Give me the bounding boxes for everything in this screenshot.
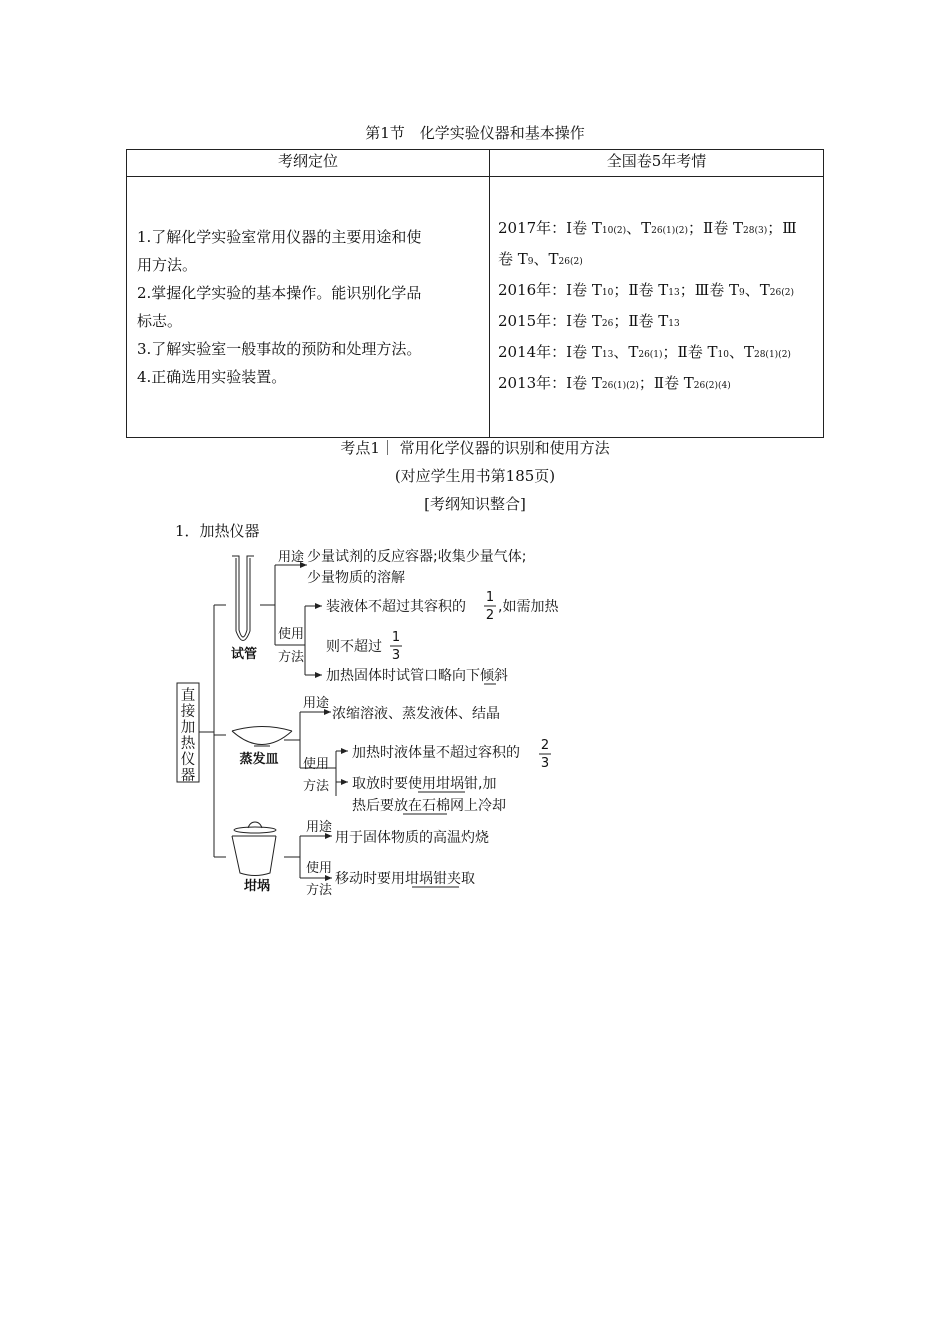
section-heading: 考点1｜ 常用化学仪器的识别和使用方法 [340, 439, 610, 457]
exam-history-text: 2015年：Ⅰ卷 T [498, 312, 602, 330]
crucible-use-label: 用途 [306, 820, 333, 835]
root-char: 器 [180, 768, 196, 784]
crucible-method-label-1: 使用 [306, 861, 333, 876]
exam-history-text: 、T [728, 343, 754, 361]
exam-history-text: ；Ⅱ卷 T [638, 374, 694, 392]
dish-method-2: 取放时要使用坩埚钳,加 [352, 776, 497, 792]
fraction-numerator: 2 [540, 738, 550, 753]
question-subscript: 26(1)(2) [601, 381, 639, 391]
exam-history-text: ；Ⅱ卷 T [688, 219, 744, 237]
exam-history-text: 2016年：Ⅰ卷 T [498, 281, 602, 299]
crucible-method-label-2: 方法 [306, 883, 333, 898]
page-reference: (对应学生用书第185页) [394, 467, 556, 485]
exam-history-text: 、T [744, 281, 770, 299]
test-tube-icon [232, 556, 254, 641]
header-syllabus: 考纲定位 [127, 150, 490, 177]
exam-history-text: 2014年：Ⅰ卷 T [498, 343, 602, 361]
tube-use-label: 用途 [278, 550, 305, 565]
root-char: 仪 [180, 752, 196, 768]
tube-use-text-1: 少量试剂的反应容器;收集少量气体; [307, 549, 527, 565]
root-char: 接 [180, 704, 196, 720]
tube-method-1: 装液体不超过其容积的 [326, 599, 466, 615]
exam-history-text: 、T [533, 250, 559, 268]
exam-history-text: ；Ⅲ卷 T [679, 281, 739, 299]
question-subscript: 10 [717, 350, 729, 360]
question-subscript: 13 [601, 350, 614, 360]
page-title: 第1节 化学实验仪器和基本操作 [365, 124, 585, 142]
question-subscript: 13 [668, 319, 680, 329]
syllabus-line: 4.正确选用实验装置。 [137, 368, 287, 386]
syllabus-line: 3.了解实验室一般事故的预防和处理方法。 [137, 340, 422, 358]
syllabus-line: 1.了解化学实验室常用仪器的主要用途和使 [137, 228, 422, 246]
question-subscript: 26(1) [638, 350, 663, 360]
header-exam-history: 全国卷5年考情 [490, 150, 824, 177]
syllabus-line: 2.掌握化学实验的基本操作。能识别化学品 [137, 284, 422, 302]
exam-history-text: ；Ⅱ卷 T [613, 281, 669, 299]
subheading-heating-instruments: 1．加热仪器 [175, 522, 260, 540]
question-subscript: 10(2) [601, 226, 627, 236]
fraction-denominator: 3 [540, 756, 550, 771]
question-subscript: 26(1)(2) [651, 226, 689, 236]
question-subscript: 26(2)(4) [693, 381, 731, 391]
exam-history-text: ；Ⅱ卷 T [662, 343, 718, 361]
question-subscript: 9 [527, 257, 534, 267]
syllabus-line: 用方法。 [137, 256, 198, 274]
question-subscript: 26 [601, 319, 614, 329]
exam-history-text: 、T [613, 343, 639, 361]
crucible-use-text: 用于固体物质的高温灼烧 [335, 830, 489, 846]
dish-method-3: 热后要放在石棉网上冷却 [352, 798, 506, 814]
question-subscript: 28(3) [743, 226, 768, 236]
dish-method-1: 加热时液体量不超过容积的 [352, 745, 520, 761]
tube-method-3: 加热固体时试管口略向下倾斜 [326, 668, 508, 684]
question-subscript: 10 [601, 288, 614, 298]
tube-method-label-1: 使用 [278, 627, 305, 642]
evaporating-dish-icon [232, 727, 292, 747]
crucible-icon [232, 822, 276, 876]
exam-history-text: ；Ⅱ卷 T [613, 312, 669, 330]
crucible-label: 坩埚 [243, 879, 271, 894]
exam-history-text: 卷 T [498, 250, 528, 268]
dish-method-label-2: 方法 [303, 779, 330, 794]
tube-method-2: 则不超过 [326, 639, 382, 655]
fraction-numerator: 1 [485, 590, 495, 605]
evaporating-dish-label: 蒸发皿 [239, 752, 279, 767]
exam-history-text: 、T [626, 219, 652, 237]
exam-history-text: ；Ⅲ [767, 219, 797, 237]
root-char: 加 [180, 720, 196, 736]
tube-method-label-2: 方法 [278, 650, 305, 665]
tube-method-1-tail: ,如需加热 [498, 599, 559, 615]
fraction-denominator: 2 [485, 608, 495, 623]
syllabus-line: 标志。 [137, 312, 183, 330]
exam-history-text: 2013年：Ⅰ卷 T [498, 374, 602, 392]
tube-use-text-2: 少量物质的溶解 [307, 570, 405, 586]
question-subscript: 26(2) [769, 288, 794, 298]
root-char: 直 [180, 688, 196, 704]
dish-use-label: 用途 [303, 696, 330, 711]
knowledge-bracket: [考纲知识整合] [424, 495, 526, 513]
question-subscript: 26(2) [558, 257, 583, 267]
question-subscript: 13 [668, 288, 680, 298]
dish-use-text: 浓缩溶液、蒸发液体、结晶 [332, 706, 500, 722]
question-subscript: 28(1)(2) [753, 350, 791, 360]
question-subscript: 9 [739, 288, 745, 298]
exam-history-text: 2017年：Ⅰ卷 T [498, 219, 602, 237]
fraction-numerator: 1 [391, 630, 401, 645]
dish-method-label-1: 使用 [303, 757, 330, 772]
root-char: 热 [180, 736, 196, 752]
test-tube-label: 试管 [230, 647, 258, 662]
fraction-denominator: 3 [391, 648, 401, 663]
crucible-method-1: 移动时要用坩埚钳夹取 [335, 871, 475, 887]
